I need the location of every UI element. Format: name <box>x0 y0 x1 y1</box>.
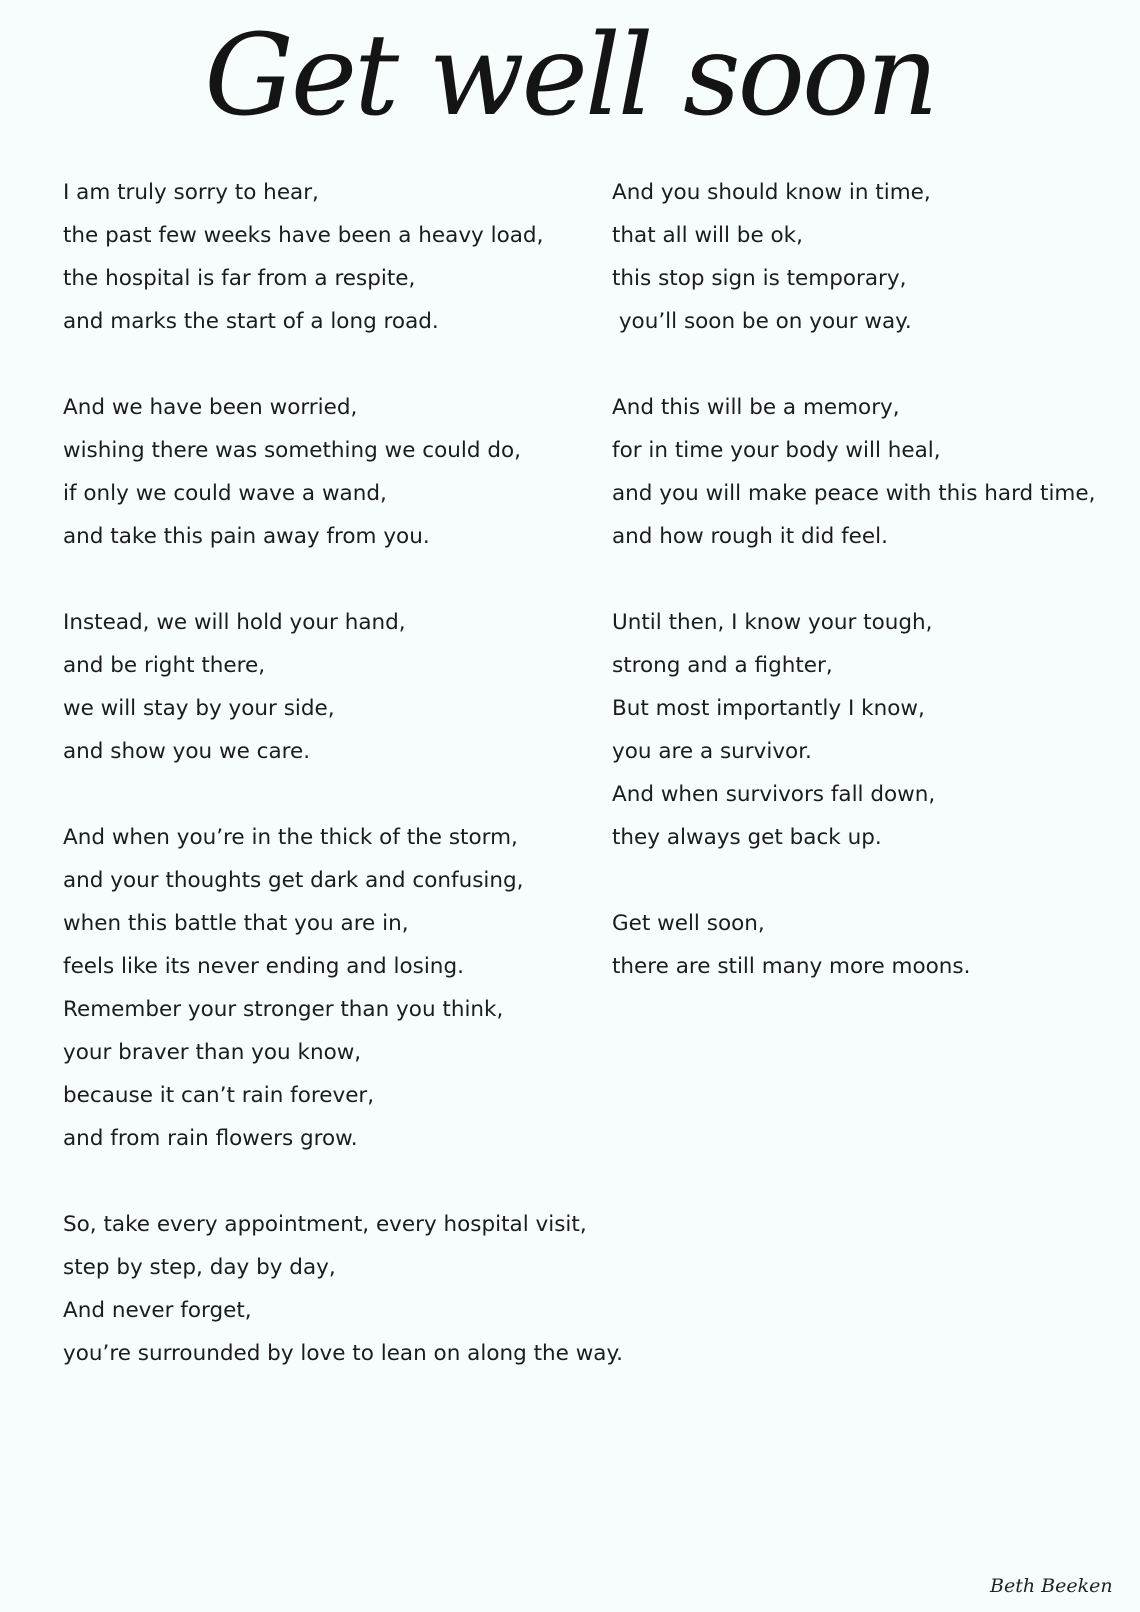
poem-line: and how rough it did feel. <box>612 524 888 549</box>
poem-line: there are still many more moons. <box>612 954 971 979</box>
poem-line: Get well soon, <box>612 911 765 936</box>
poem-line: your braver than you know, <box>63 1040 362 1065</box>
left-stanza-1 <box>63 171 603 343</box>
left-stanza-4 <box>63 816 603 1160</box>
poem-line: you’re surrounded by love to lean on along the way. <box>63 1341 623 1366</box>
poem-line: I am truly sorry to hear, <box>63 180 319 205</box>
right-stanza-3 <box>612 601 1132 859</box>
poem-line: that all will be ok, <box>612 223 803 248</box>
poem-line: and from rain flowers grow. <box>63 1126 358 1151</box>
title-text: Get well soon <box>204 11 936 141</box>
poem-line: and marks the start of a long road. <box>63 309 439 334</box>
poem-line: Instead, we will hold your hand, <box>63 610 406 635</box>
poem-line: they always get back up. <box>612 825 882 850</box>
poem-line: But most importantly I know, <box>612 696 925 721</box>
poem-line: because it can’t rain forever, <box>63 1083 375 1108</box>
poem-line: step by step, day by day, <box>63 1255 336 1280</box>
poem-line: And this will be a memory, <box>612 395 900 420</box>
poem-line: you are a survivor. <box>612 739 812 764</box>
left-stanza-3 <box>63 601 603 773</box>
poem-line: wishing there was something we could do, <box>63 438 521 463</box>
poem-line: So, take every appointment, every hospital visit, <box>63 1212 587 1237</box>
poem-line: if only we could wave a wand, <box>63 481 387 506</box>
poem-line: And when survivors fall down, <box>612 782 936 807</box>
poem-line: and take this pain away from you. <box>63 524 430 549</box>
poem-line: And never forget, <box>63 1298 252 1323</box>
poem-line: And when you’re in the thick of the storm, <box>63 825 518 850</box>
signature-mark <box>990 1568 1113 1608</box>
poem-line: strong and a fighter, <box>612 653 833 678</box>
right-stanza-2 <box>612 386 1132 558</box>
poem-line: And we have been worried, <box>63 395 358 420</box>
left-stanza-5 <box>63 1203 623 1375</box>
poem-line: we will stay by your side, <box>63 696 335 721</box>
author-signature <box>990 1568 1113 1612</box>
poem-line: feels like its never ending and losing. <box>63 954 464 979</box>
poem-line: and you will make peace with this hard time, <box>612 481 1096 506</box>
poem-line: and your thoughts get dark and confusing, <box>63 868 524 893</box>
poem-line: you’ll soon be on your way. <box>612 309 912 334</box>
poem-line: the past few weeks have been a heavy load, <box>63 223 544 248</box>
poem-line: this stop sign is temporary, <box>612 266 907 291</box>
poem-line: And you should know in time, <box>612 180 931 205</box>
poem-line: for in time your body will heal, <box>612 438 941 463</box>
poem-line: and show you we care. <box>63 739 311 764</box>
right-stanza-1 <box>612 171 1132 343</box>
poem-line: Until then, I know your tough, <box>612 610 933 635</box>
poem-line: and be right there, <box>63 653 266 678</box>
poem-left-column <box>63 171 623 1418</box>
poem-right-column <box>612 171 1132 1031</box>
page-title <box>0 11 1140 148</box>
poem-line: the hospital is far from a respite, <box>63 266 416 291</box>
right-stanza-4 <box>612 902 1132 988</box>
signature-text: Beth Beeken <box>990 1575 1113 1597</box>
title-script <box>204 11 936 148</box>
poem-line: Remember your stronger than you think, <box>63 997 504 1022</box>
poem-line: when this battle that you are in, <box>63 911 409 936</box>
left-stanza-2 <box>63 386 603 558</box>
